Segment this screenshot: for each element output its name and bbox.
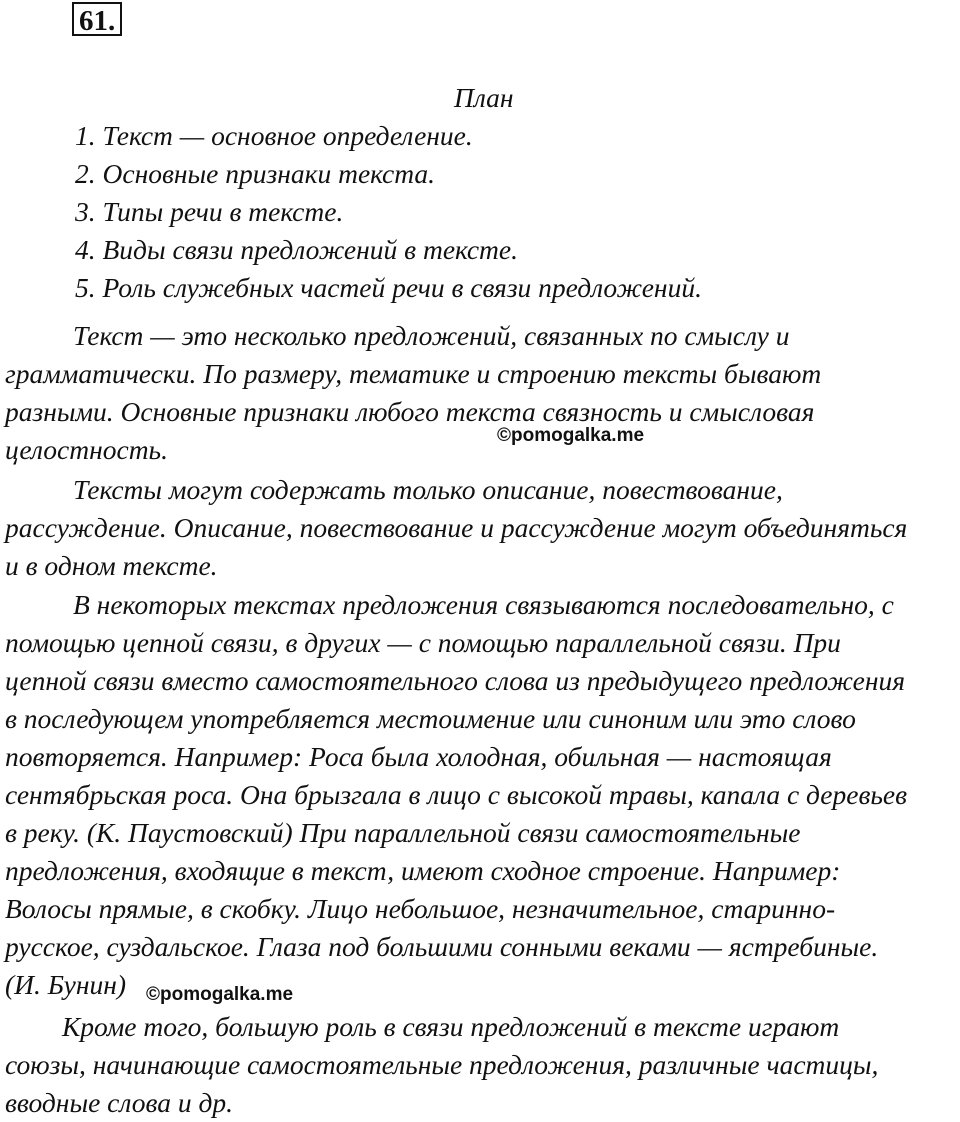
- text-line: Волосы прямые, в скобку. Лицо небольшое, незначительное, старинно-: [5, 893, 836, 924]
- plan-title: План: [454, 82, 514, 113]
- text-line: Текст — это несколько предложений, связанных по смыслу и: [73, 320, 790, 351]
- watermark: ©pomogalka.me: [497, 425, 645, 446]
- text-line: В некоторых текстах предложения связываются последовательно, с: [73, 589, 894, 620]
- text-line: союзы, начинающие самостоятельные предложения, различные частицы,: [5, 1049, 879, 1080]
- text-line: грамматически. По размеру, тематике и строению тексты бывают: [5, 358, 822, 389]
- plan-item: 5. Роль служебных частей речи в связи предложений.: [75, 272, 702, 303]
- watermark: ©pomogalka.me: [146, 984, 294, 1005]
- plan-item: 3. Типы речи в тексте.: [75, 196, 344, 227]
- text-line: помощью цепной связи, в других — с помощью параллельной связи. При: [5, 627, 841, 658]
- text-line: Кроме того, большую роль в связи предложений в тексте играют: [62, 1011, 840, 1042]
- text-line: русское, суздальское. Глаза под большими сонными веками — ястребиные.: [5, 931, 879, 962]
- text-line: Тексты могут содержать только описание, повествование,: [73, 474, 783, 505]
- text-line: сентябрьская роса. Она брызгала в лицо с высокой травы, капала с деревьев: [5, 779, 908, 810]
- plan-item: 4. Виды связи предложений в тексте.: [75, 234, 518, 265]
- text-line: в реку. (К. Паустовский) При параллельной связи самостоятельные: [5, 817, 801, 848]
- text-line: целостность.: [5, 434, 168, 465]
- text-line: предложения, входящие в текст, имеют сходное строение. Например:: [5, 855, 841, 886]
- text-line: (И. Бунин): [5, 969, 127, 1000]
- text-line: цепной связи вместо самостоятельного слова из предыдущего предложения: [5, 665, 906, 696]
- text-line: рассуждение. Описание, повествование и рассуждение могут объединяться: [5, 512, 908, 543]
- text-line: вводные слова и др.: [5, 1087, 233, 1118]
- text-line: и в одном тексте.: [5, 550, 218, 581]
- text-line: разными. Основные признаки любого текста связность и смысловая: [5, 396, 815, 427]
- task-number-box: 61.: [72, 2, 122, 36]
- plan-item: 2. Основные признаки текста.: [75, 158, 436, 189]
- plan-item: 1. Текст — основное определение.: [75, 120, 473, 151]
- text-line: в последующем употребляется местоимение или синоним или это слово: [5, 703, 856, 734]
- text-line: повторяется. Например: Роса была холодная, обильная — настоящая: [5, 741, 832, 772]
